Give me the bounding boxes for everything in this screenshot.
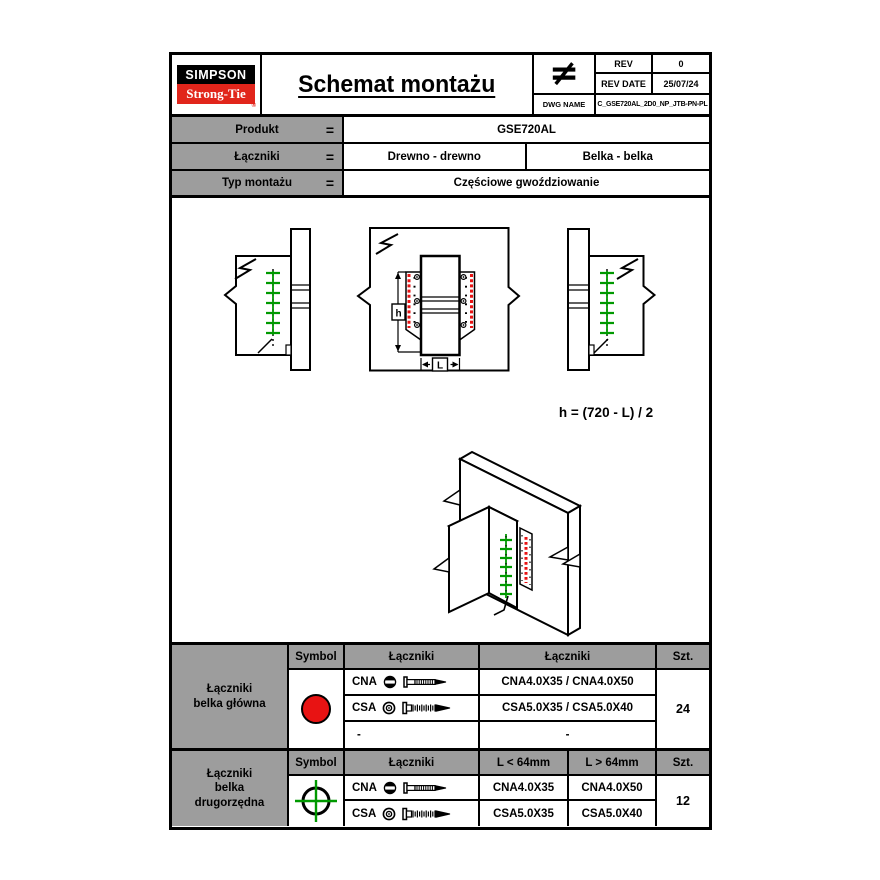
dim-l-label: L (436, 360, 444, 372)
secondary-beam-symbol-cell (289, 776, 345, 826)
fastener-code: CSA (352, 807, 377, 820)
equals-icon: = (325, 175, 334, 191)
registered-mark: ® (251, 103, 256, 109)
laczniki-label: Łączniki (234, 150, 280, 163)
drawing-sheet (169, 52, 712, 830)
col-header-symbol: Symbol (289, 751, 345, 776)
col-header-symbol: Symbol (289, 645, 345, 670)
equals-icon: = (325, 148, 334, 165)
fastener-row-empty: - (345, 722, 480, 748)
logo-strongtie (177, 84, 256, 109)
produkt-label-cell (172, 117, 344, 142)
fasteners-row (172, 144, 709, 171)
fastener-row-cna (345, 776, 480, 801)
label-line: belka (214, 782, 245, 795)
main-beam-fasteners-table (172, 645, 709, 751)
not-equal-icon: ≠ (534, 55, 596, 95)
rev-date-label: REV DATE (596, 74, 653, 93)
fastener-code: CNA (352, 676, 377, 688)
col-header-l-long: L > 64mm (569, 751, 657, 776)
col-header-qty: Szt. (657, 751, 709, 776)
revision-block (532, 55, 709, 114)
dwg-name-label: DWG NAME (534, 95, 596, 114)
label-line: drugorzędna (194, 796, 265, 809)
label-line: belka główna (193, 697, 266, 710)
nail-head-top-icon (383, 781, 397, 795)
page-title: Schemat montażu (298, 70, 496, 98)
assembly-drawing (172, 198, 709, 645)
isometric-view-drawing (434, 452, 580, 635)
laczniki-label-cell (172, 144, 344, 169)
fastener-code: CNA (352, 781, 377, 794)
nail-profile-icon (403, 675, 449, 689)
csa-short-value: CSA5.0X35 (480, 801, 569, 826)
col-header-fasteners: Łączniki (345, 645, 480, 670)
col-header-l-short: L < 64mm (480, 751, 569, 776)
nail-profile-icon (403, 781, 449, 795)
rev-table (596, 55, 709, 95)
main-beam-qty: 24 (676, 702, 690, 716)
rev-label: REV (596, 55, 653, 74)
typ-label-cell (172, 171, 344, 195)
cna-short-value: CNA4.0X35 (480, 776, 569, 801)
typ-value: Częściowe gwoździowanie (453, 177, 600, 189)
nail-head-top-icon (383, 675, 397, 689)
simpson-strongtie-logo (172, 55, 262, 114)
secondary-beam-qty: 12 (676, 794, 690, 808)
product-row (172, 117, 709, 144)
laczniki-value-2: Belka - belka (582, 150, 653, 163)
fastener-row-csa (345, 801, 480, 826)
screw-profile-icon (402, 701, 452, 715)
product-table (172, 117, 709, 198)
produkt-value: GSE720AL (497, 123, 556, 136)
logo-strongtie-text: Strong-Tie (186, 86, 246, 101)
screw-head-top-icon (382, 807, 396, 821)
fastener-value-empty: - (480, 722, 657, 748)
secondary-beam-fasteners-table (172, 751, 709, 826)
screw-head-top-icon (382, 701, 396, 715)
main-beam-symbol-cell (289, 670, 345, 748)
logo-simpson: SIMPSON (177, 65, 255, 84)
col-header-fasteners: Łączniki (345, 751, 480, 776)
equals-icon: = (325, 121, 334, 138)
side-view-right-drawing (568, 229, 655, 370)
side-view-left-drawing (225, 229, 310, 370)
height-formula: h = (720 - L) / 2 (558, 405, 654, 420)
secondary-beam-table-label (172, 751, 289, 826)
fastener-value-cna: CNA4.0X35 / CNA4.0X50 (480, 670, 657, 696)
laczniki-value-1: Drewno - drewno (344, 144, 527, 169)
csa-long-value: CSA5.0X40 (569, 801, 657, 826)
main-beam-table-label (172, 645, 289, 748)
dim-h-label: h (395, 308, 402, 320)
front-view-center-drawing (358, 228, 519, 372)
green-crosshair-icon (292, 777, 340, 825)
fastener-row-cna (345, 670, 480, 696)
col-header-qty: Szt. (657, 645, 709, 670)
rev-value: 0 (653, 55, 709, 74)
sheet-title (262, 55, 532, 114)
rev-date-value: 25/07/24 (663, 78, 699, 89)
dwg-name-value: C_GSE720AL_2D0_NP_JTB-PN-PL (597, 101, 708, 108)
laczniki-values (344, 144, 709, 169)
col-header-fasteners: Łączniki (480, 645, 657, 670)
screw-profile-icon (402, 807, 452, 821)
drawing-area (172, 198, 709, 645)
fastener-code: CSA (352, 702, 377, 714)
produkt-label: Produkt (235, 123, 279, 136)
cna-long-value: CNA4.0X50 (569, 776, 657, 801)
fastener-value-csa: CSA5.0X35 / CSA5.0X40 (480, 696, 657, 722)
red-circle-icon (301, 694, 331, 724)
title-block (172, 55, 709, 117)
mount-type-row (172, 171, 709, 198)
fastener-row-csa (345, 696, 480, 722)
label-line: Łączniki (206, 683, 253, 696)
typ-label: Typ montażu (221, 177, 293, 189)
label-line: Łączniki (206, 767, 253, 780)
